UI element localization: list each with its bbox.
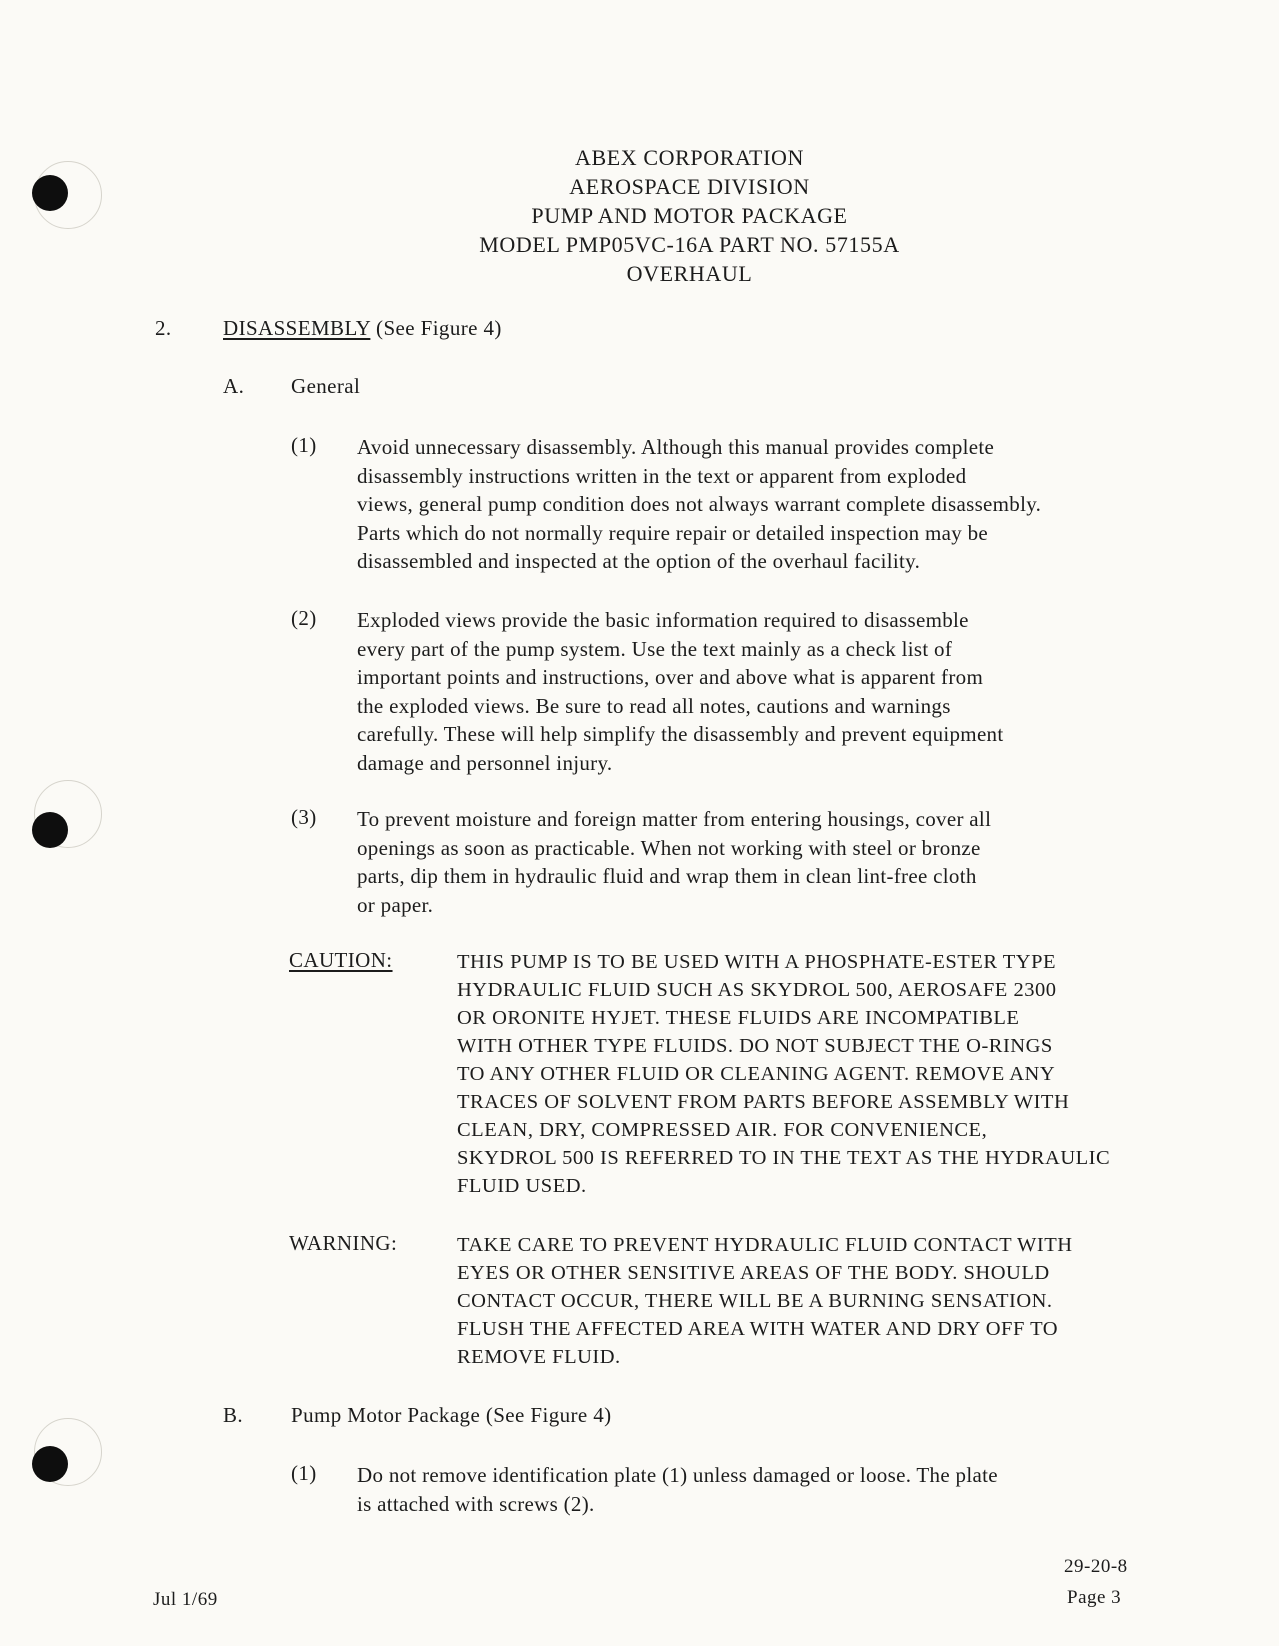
- subsection-b-title: Pump Motor Package (See Figure 4): [291, 1403, 612, 1427]
- paragraph-line: disassembly instructions written in the text or apparent from exploded: [357, 463, 967, 488]
- paragraph-line: views, general pump condition does not always warrant complete disassembly.: [357, 492, 1042, 516]
- caution-label: CAUTION:: [289, 948, 393, 972]
- caution-line: FLUID USED.: [457, 1175, 587, 1197]
- warning-line: EYES OR OTHER SENSITIVE AREAS OF THE BODY. SHOULD: [457, 1262, 1050, 1284]
- section-number: 2.: [155, 316, 172, 340]
- section-figure-ref: (See Figure 4): [376, 316, 502, 340]
- item-a1-number: (1): [291, 433, 317, 457]
- item-a2-number: (2): [291, 606, 317, 630]
- footer-date: Jul 1/69: [153, 1589, 218, 1610]
- section-heading: [223, 316, 502, 341]
- paragraph-line: Exploded views provide the basic information required to disassemble: [357, 608, 969, 632]
- warning-text: [457, 1231, 1073, 1371]
- caution-line: TRACES OF SOLVENT FROM PARTS BEFORE ASSEMBLY WITH: [457, 1091, 1070, 1113]
- paragraph-line: is attached with screws (2).: [357, 1491, 595, 1516]
- warning-label: WARNING:: [289, 1231, 398, 1255]
- caution-line: TO ANY OTHER FLUID OR CLEANING AGENT. REMOVE ANY: [457, 1063, 1056, 1085]
- paragraph-line: carefully. These will help simplify the disassembly and prevent equipment: [357, 722, 1004, 746]
- header-line-product: PUMP AND MOTOR PACKAGE: [531, 203, 848, 228]
- item-b1-text: [357, 1461, 998, 1518]
- paragraph-line: parts, dip them in hydraulic fluid and wrap them in clean lint-free cloth: [357, 864, 977, 888]
- caution-line: WITH OTHER TYPE FLUIDS. DO NOT SUBJECT THE O-RINGS: [457, 1035, 1053, 1057]
- paragraph-line: every part of the pump system. Use the text mainly as a check list of: [357, 636, 953, 661]
- item-a3-number: (3): [291, 805, 317, 829]
- paragraph-line: Avoid unnecessary disassembly. Although this manual provides complete: [357, 435, 995, 459]
- subsection-a-title: General: [291, 374, 361, 398]
- document-header: [0, 143, 1279, 288]
- caution-line: HYDRAULIC FLUID SUCH AS SKYDROL 500, AEROSAFE 2300: [457, 979, 1057, 1001]
- footer-page: Page 3: [1067, 1587, 1122, 1608]
- paragraph-line: damage and personnel injury.: [357, 750, 613, 775]
- caution-line: CLEAN, DRY, COMPRESSED AIR. FOR CONVENIENCE,: [457, 1119, 988, 1141]
- warning-line: REMOVE FLUID.: [457, 1346, 621, 1368]
- paragraph-line: Do not remove identification plate (1) unless damaged or loose. The plate: [357, 1463, 998, 1487]
- item-a3-text: [357, 805, 991, 919]
- item-a1-text: [357, 433, 1041, 576]
- caution-line: OR ORONITE HYJET. THESE FLUIDS ARE INCOMPATIBLE: [457, 1007, 1020, 1029]
- subsection-b-letter: B.: [223, 1403, 244, 1427]
- header-line-overhaul: OVERHAUL: [626, 261, 753, 286]
- warning-line: TAKE CARE TO PREVENT HYDRAULIC FLUID CONTACT WITH: [457, 1234, 1073, 1256]
- punch-hole-bottom: [32, 1446, 68, 1482]
- paragraph-line: disassembled and inspected at the option of the overhaul facility.: [357, 549, 921, 573]
- section-title: DISASSEMBLY: [223, 316, 371, 340]
- header-line-company: ABEX CORPORATION: [574, 145, 804, 170]
- paragraph-line: the exploded views. Be sure to read all notes, cautions and warnings: [357, 693, 951, 718]
- paragraph-line: Parts which do not normally require repair or detailed inspection may be: [357, 520, 988, 545]
- warning-line: CONTACT OCCUR, THERE WILL BE A BURNING SENSATION.: [457, 1290, 1053, 1312]
- header-line-model: MODEL PMP05VC-16A PART NO. 57155A: [479, 232, 900, 257]
- caution-text: [457, 948, 1110, 1200]
- subsection-a-letter: A.: [223, 374, 245, 398]
- paragraph-line: To prevent moisture and foreign matter from entering housings, cover all: [357, 807, 992, 831]
- warning-line: FLUSH THE AFFECTED AREA WITH WATER AND DRY OFF TO: [457, 1318, 1059, 1340]
- header-line-division: AEROSPACE DIVISION: [569, 174, 810, 199]
- paragraph-line: or paper.: [357, 892, 434, 917]
- punch-hole-middle: [32, 812, 68, 848]
- paragraph-line: important points and instructions, over and above what is apparent from: [357, 665, 984, 689]
- paragraph-line: openings as soon as practicable. When not working with steel or bronze: [357, 835, 981, 860]
- item-b1-number: (1): [291, 1461, 317, 1485]
- caution-line: SKYDROL 500 IS REFERRED TO IN THE TEXT AS THE HYDRAULIC: [457, 1147, 1111, 1169]
- footer-doc-number: 29-20-8: [1064, 1556, 1128, 1577]
- caution-line: THIS PUMP IS TO BE USED WITH A PHOSPHATE-ESTER TYPE: [457, 951, 1057, 973]
- item-a2-text: [357, 606, 1004, 777]
